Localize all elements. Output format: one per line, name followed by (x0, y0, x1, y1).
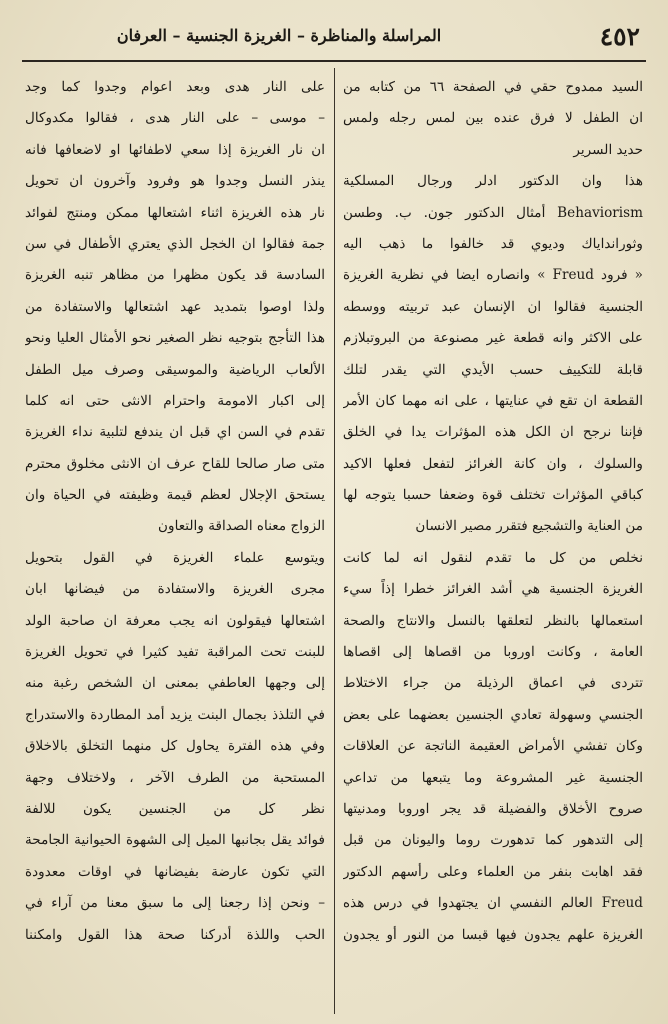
text-line: – ونحن إذا رجعنا إلى ما سبق معنا من آراء في (25, 895, 325, 912)
right-column (343, 72, 643, 1018)
text-line: Behaviorism أمثال الدكتور جون. ب. وطسن (343, 204, 643, 221)
text-line: فقد اهابت بنفر من العلماء وعلى رأسهم الدكتور (343, 863, 643, 880)
header-rule (22, 60, 646, 62)
text-line: كباقي المؤثرات تختلف قوة وضعفا حسبا يتوجه لها (343, 487, 643, 504)
text-line: صروح الأخلاق والفضيلة قد يجر اوروبا ومدنيتها (343, 800, 643, 817)
text-line: إلى اكبار الامومة واحترام الانثى حتى انه كلما (25, 392, 325, 409)
text-line: هذا وان الدكتور ادلر ورجال المسلكية (343, 173, 643, 190)
text-line: الجنسية فقالوا ان الإنسان عبد تربيته ووسطه (343, 298, 643, 315)
text-line: فوائد يقل بجانبها الميل إلى الشهوة الحيوانية الجامحة (25, 832, 325, 849)
text-line: هذا التأجج بتوجيه نظر الصغير نحو الأمثال العليا ونحو (25, 330, 325, 347)
text-line: وفي هذه الفترة يحاول كل منهما التخلق بالاخلاق (25, 738, 325, 755)
text-line: قابلة للتكييف حسب الأيدي التي يقدر لتلك (343, 361, 643, 378)
text-line: وثورانداياك وديوي قد خالفوا ما ذهب اليه (343, 235, 643, 252)
text-line: تقدم في السن اي قبل ان يندفع لتلبية نداء الغريزة (25, 424, 325, 441)
text-line: الغريزة علهم يجدون فيها قبسا من النور أو يجدون (343, 926, 643, 943)
text-line: والسلوك ، وان كانة الغرائز لتفعل فعلها الاكيد (343, 455, 643, 472)
text-line: المستحبة من الطرف الآخر ، ولاختلاف وجهة (25, 769, 325, 786)
text-line: التي تكون عارضة بفيضانها في اوقات معدودة (25, 863, 325, 880)
text-line: ينذر النسل وجدوا هو وفرود وآخرون ان تحويل (25, 173, 325, 190)
text-line: ولذا اوصوا بتمديد عهد اشتعالها والاستفادة من (25, 298, 325, 315)
running-title: المراسلة والمناظرة – الغريزة الجنسية – العرفان (116, 26, 442, 45)
text-line: السادسة قد يكون مظهرا من مظاهر تنبه الغريزة (25, 267, 325, 284)
page-header (22, 22, 646, 56)
text-line: اشتعالها فيقولون انه يجب معرفة ان صاحبة الولد (25, 612, 325, 629)
text-line: – موسى – على النار هدى ، فقالوا مكدوكال (25, 110, 325, 127)
text-line: متى صار صالحا للقاح عرف ان الانثى مخلوق محترم (25, 455, 325, 472)
text-line: تتردى في اعماق الرذيلة من جراء الاختلاط (343, 675, 643, 692)
text-line: من العناية والتشجيع فتقرر مصير الانسان (415, 518, 643, 535)
text-line: على النار هدى وبعد اعوام وجدوا كما وجد (25, 79, 325, 95)
text-line: على الاكثر وانه قطعة غير مصنوعة من البروتبلازم (343, 330, 643, 347)
text-line: مجرى الغريزة والاستفادة من فيضانها ابان (25, 581, 325, 598)
text-line: الألعاب الرياضية والموسيقى وصرف ميل الطفل (25, 361, 325, 378)
text-line: الحب واللذة أدركنا صحة هذا القول وامكننا (25, 926, 325, 943)
text-line: الجنسي وسهولة تعادي الجنسين بعضهما على بعض (343, 706, 643, 723)
left-column (25, 72, 325, 1018)
text-line: ويتوسع علماء الغريزة في القول بتحويل (25, 549, 325, 566)
page-number: ٤٥٢ (599, 22, 640, 51)
text-line: استعمالها بالنظر لتعلقها بالنسل والانتاج والصحة (343, 612, 643, 629)
text-line: العامة ، وكانت اوروبا من اقصاها إلى اقصاها (343, 644, 643, 661)
text-line: السيد ممدوح حقي في الصفحة ٦٦ من كتابه من (343, 79, 643, 95)
text-line: « فرود Freud » وانصاره ايضا في نظرية الغريزة (343, 267, 643, 284)
text-line: جمة فقالوا ان الخجل الذي يعتري الأطفال في سن (25, 235, 325, 252)
text-line: الجنسية غير المشروعة وما يتبعها من تداعي (343, 769, 643, 786)
text-line: للبنت تحت المراقبة تفيد كثيرا في تحويل الغريزة (25, 644, 325, 661)
text-line: ان الطفل لا فرق عنده بين لمس رجله ولمس (343, 110, 643, 127)
text-line: Freud العالم النفسي ان يجتهدوا في درس هذه (343, 895, 643, 912)
text-line: إلى التدهور كما تدهورت روما واليونان من قبل (343, 832, 643, 849)
text-line: حديد السرير (573, 141, 643, 158)
text-line: الغريزة الجنسية هي أشد الغرائز خطرا إذاً سيء (343, 581, 643, 598)
text-line: القطعة ان تقع في عنايتها ، على انه مهما كان الأمر (343, 392, 643, 409)
text-line: فإننا نرجح ان الكل هذه المؤثرات يدا في الخلق (343, 424, 643, 441)
text-line: وكان تفشي الأمراض العقيمة الناتجة عن العلاقات (343, 738, 643, 755)
text-line: في التلذذ بجمال البنت يزيد أمد المطاردة والاستدراج (25, 706, 325, 723)
text-line: نخلص من كل ما تقدم لنقول انه لما كانت (343, 549, 643, 566)
text-line: يستحق الإجلال لعظم قيمة وظيفته في الحياة وان (25, 487, 325, 504)
text-line: إلى وجهها العاطفي بمعنى ان الشخص رغبة منه (25, 675, 325, 692)
text-line: ان نار الغريزة إذا سعي لاطفائها او لاضعافها فانه (25, 141, 325, 158)
text-line: نار هذه الغريزة اثناء اشتعالها ممكن ومنتج لفوائد (25, 204, 325, 221)
text-line: الزواج معناه الصداقة والتعاون (158, 518, 325, 535)
text-line: نظر كل من الجنسين يكون للالفة (25, 800, 325, 817)
column-divider (334, 68, 335, 1014)
